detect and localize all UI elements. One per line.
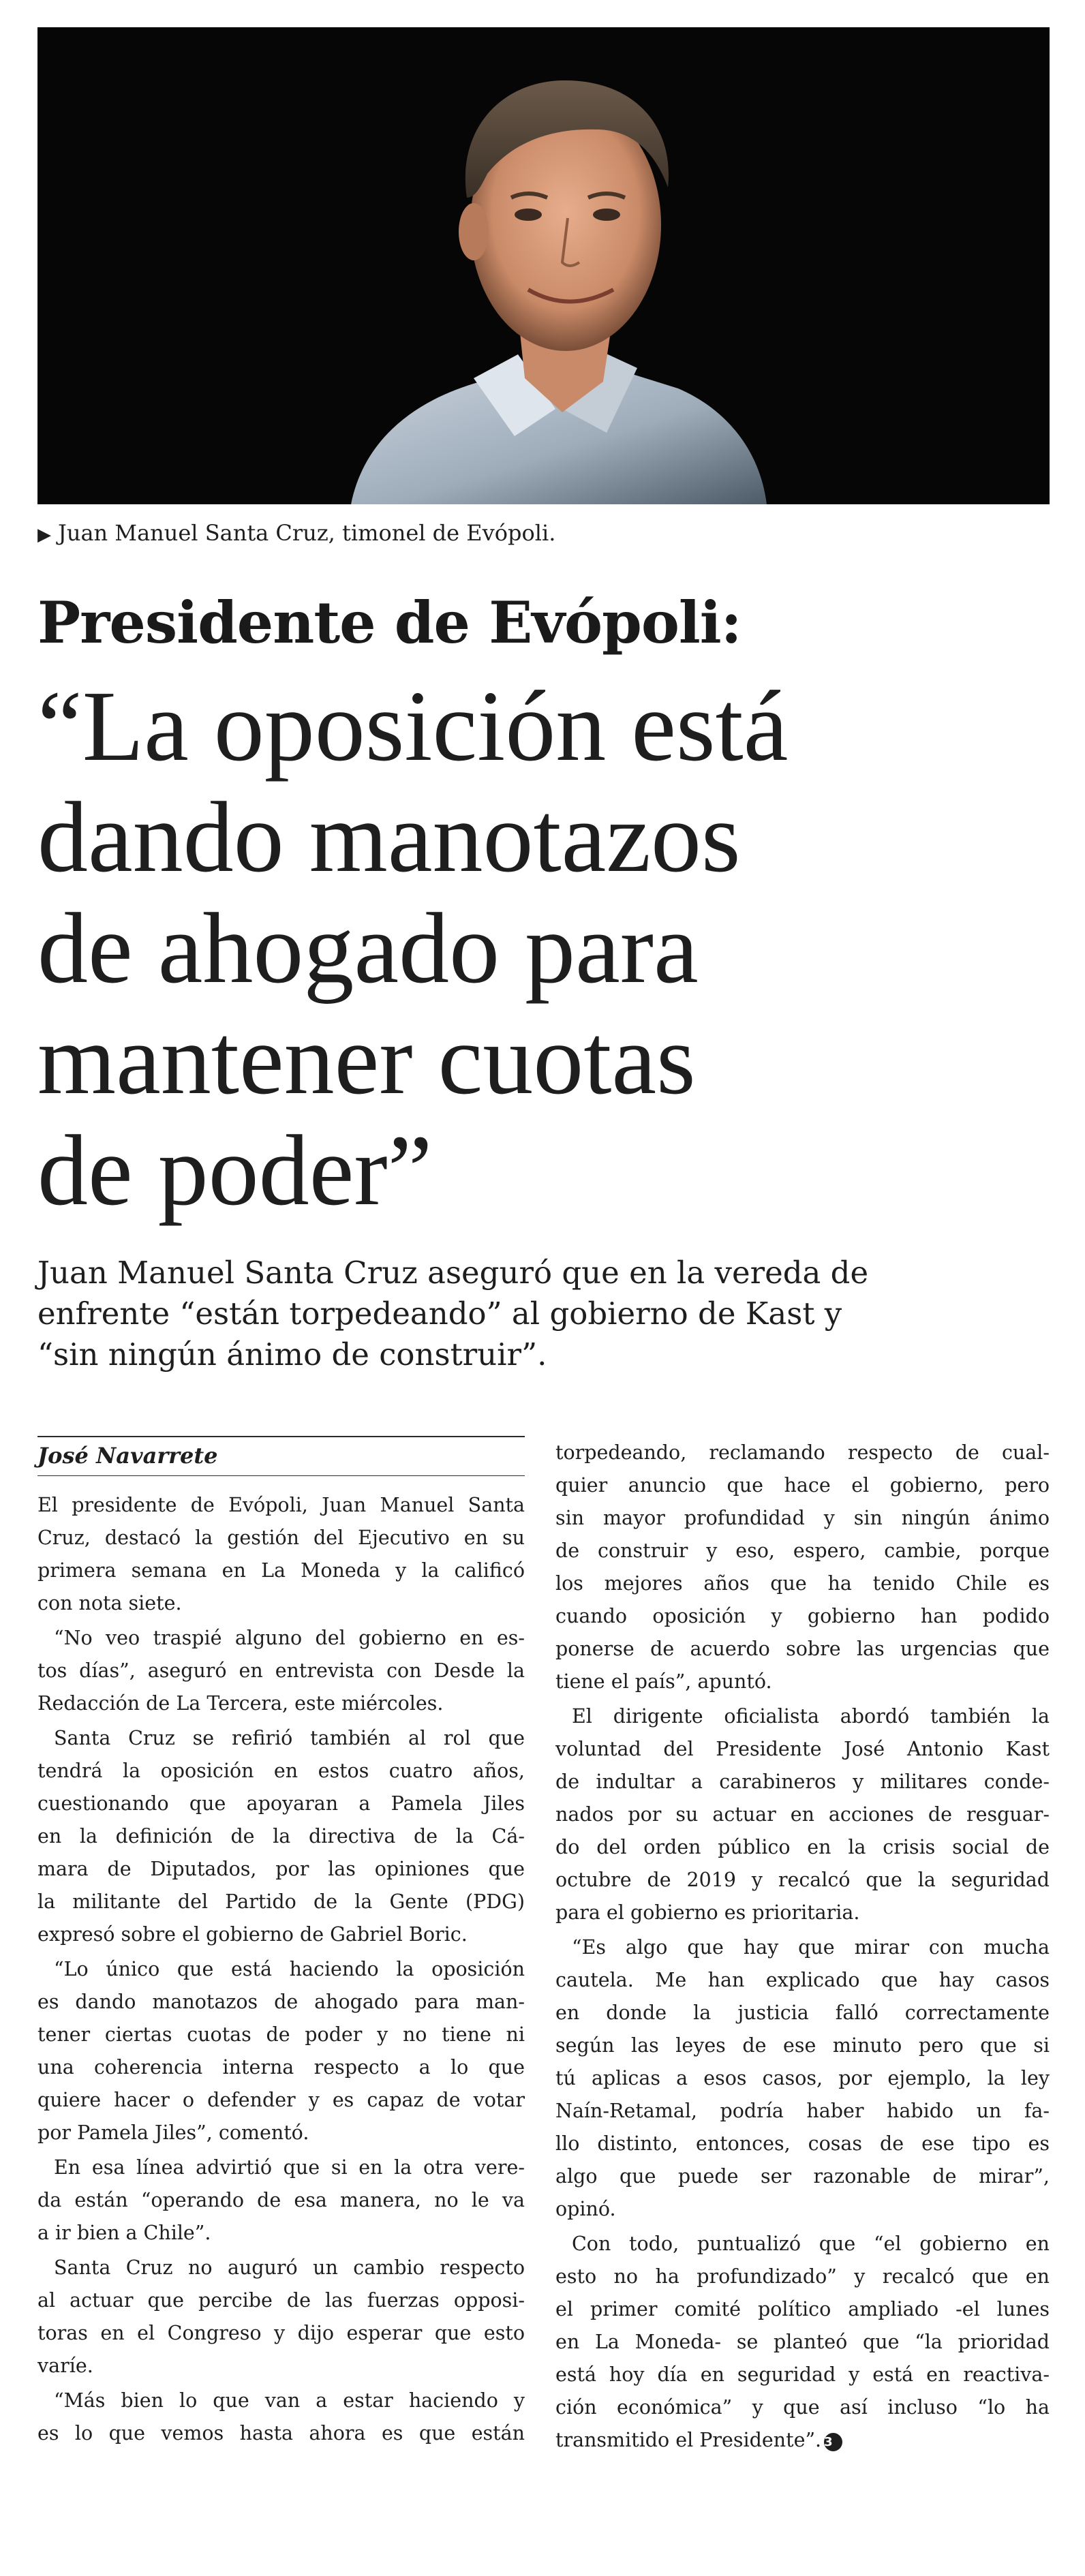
headline-line: dando manotazos bbox=[37, 782, 741, 893]
paragraph bbox=[37, 2252, 525, 2382]
paragraph bbox=[37, 2385, 525, 2450]
text-line: al actuar que percibe de las fuerzas opposi- bbox=[37, 2289, 525, 2312]
deck-line: Juan Manuel Santa Cruz aseguró que en la vereda de bbox=[37, 1255, 869, 1291]
text-line: “Lo único que está haciendo la oposición bbox=[54, 1958, 525, 1980]
text-line: ponerse de acuerdo sobre las urgencias que bbox=[555, 1638, 1050, 1660]
text-line: tos días”, aseguró en entrevista con Desde la bbox=[37, 1659, 525, 1682]
paragraph bbox=[37, 1953, 525, 2149]
text-line: tendrá la oposición en estos cuatro años, bbox=[37, 1760, 525, 1782]
text-line: según las leyes de ese minuto pero que si bbox=[555, 2034, 1050, 2057]
text-line: voluntad del Presidente José Antonio Kast bbox=[555, 1738, 1050, 1760]
photo-caption: ▶ Juan Manuel Santa Cruz, timonel de Evópoli. bbox=[37, 520, 556, 546]
paragraph bbox=[37, 1622, 525, 1720]
text-line: de construir y eso, espero, cambie, porque bbox=[555, 1539, 1050, 1562]
text-line: algo que puede ser razonable de mirar”, bbox=[555, 2165, 1050, 2188]
portrait-photo bbox=[37, 27, 1050, 504]
text-line: varíe. bbox=[37, 2355, 93, 2377]
text-line: los mejores años que ha tenido Chile es bbox=[555, 1572, 1050, 1595]
article-deck bbox=[37, 1253, 1060, 1375]
headline-line: de poder” bbox=[37, 1115, 433, 1227]
deck-line: “sin ningún ánimo de construir”. bbox=[37, 1336, 547, 1373]
paragraph bbox=[555, 1931, 1050, 2226]
text-line: la militante del Partido de la Gente (PDG) bbox=[37, 1890, 525, 1913]
article-kicker: Presidente de Evópoli: bbox=[37, 589, 742, 656]
text-line: Santa Cruz se refirió también al rol que bbox=[54, 1727, 525, 1749]
byline-rule-top bbox=[37, 1436, 525, 1437]
text-line: quier anuncio que hace el gobierno, pero bbox=[555, 1474, 1050, 1497]
headline-line: de ahogado para bbox=[37, 893, 699, 1005]
article-headline bbox=[37, 671, 1060, 1227]
paragraph bbox=[555, 2228, 1050, 2457]
caption-arrow-icon: ▶ bbox=[37, 525, 51, 545]
text-line: opinó. bbox=[555, 2198, 616, 2220]
text-line: a ir bien a Chile”. bbox=[37, 2222, 211, 2244]
text-line: de indultar a carabineros y militares conde- bbox=[555, 1770, 1050, 1793]
body-column-1 bbox=[37, 1489, 525, 2452]
headline-line: mantener cuotas bbox=[37, 1004, 696, 1116]
end-of-article-icon: 3 bbox=[824, 2433, 842, 2451]
text-line: toras en el Congreso y dijo esperar que esto bbox=[37, 2322, 525, 2344]
text-line: con nota siete. bbox=[37, 1592, 182, 1614]
text-line: El presidente de Evópoli, Juan Manuel Santa bbox=[37, 1494, 525, 1516]
body-column-2 bbox=[555, 1437, 1050, 2459]
text-line: es dando manotazos de ahogado para man- bbox=[37, 1991, 525, 2013]
text-line: en donde la justicia falló correctamente bbox=[555, 2002, 1050, 2024]
text-line: nados por su actuar en acciones de resguar- bbox=[555, 1803, 1050, 1826]
text-line: cuestionando que apoyaran a Pamela Jiles bbox=[37, 1792, 525, 1815]
text-line: en la definición de la directiva de la Cá- bbox=[37, 1825, 525, 1847]
paragraph bbox=[37, 2151, 525, 2250]
text-line: primera semana en La Moneda y la calificó bbox=[37, 1559, 525, 1582]
text-line: Con todo, puntualizó que “el gobierno en bbox=[572, 2233, 1050, 2255]
text-line: llo distinto, entonces, cosas de ese tipo es bbox=[555, 2132, 1050, 2155]
text-line: En esa línea advirtió que si en la otra vere- bbox=[54, 2156, 525, 2179]
byline: José Navarrete bbox=[37, 1443, 218, 1469]
paragraph bbox=[555, 1700, 1050, 1929]
text-line: el primer comité político ampliado -el lunes bbox=[555, 2298, 1050, 2320]
text-line: expresó sobre el gobierno de Gabriel Boric. bbox=[37, 1923, 468, 1946]
text-line: tener ciertas cuotas de poder y no tiene ni bbox=[37, 2023, 525, 2046]
text-line: cautela. Me han explicado que hay casos bbox=[555, 1969, 1050, 1991]
text-line: do del orden público en la crisis social de bbox=[555, 1836, 1050, 1858]
byline-rule-bottom bbox=[37, 1475, 525, 1476]
text-line: mara de Diputados, por las opiniones que bbox=[37, 1858, 525, 1880]
text-line: da están “operando de esa manera, no le va bbox=[37, 2189, 525, 2211]
text-line: Redacción de La Tercera, este miércoles. bbox=[37, 1692, 444, 1715]
text-line: en La Moneda- se planteó que “la prioridad bbox=[555, 2331, 1050, 2353]
text-line: torpedeando, reclamando respecto de cual- bbox=[555, 1441, 1050, 1464]
text-line: octubre de 2019 y recalcó que la seguridad bbox=[555, 1869, 1050, 1891]
text-line: El dirigente oficialista abordó también la bbox=[572, 1705, 1050, 1728]
text-line: quiere hacer o defender y es capaz de votar bbox=[37, 2089, 525, 2111]
text-line bbox=[555, 2424, 1050, 2457]
headline-line: “La oposición está bbox=[37, 671, 789, 782]
text-line: para el gobierno es prioritaria. bbox=[555, 1901, 860, 1924]
text-line: una coherencia interna respecto a lo que bbox=[37, 2056, 525, 2079]
text-line: Santa Cruz no auguró un cambio respecto bbox=[54, 2256, 525, 2279]
text-line: por Pamela Jiles”, comentó. bbox=[37, 2121, 309, 2144]
text-line: está hoy día en seguridad y está en reactiva- bbox=[555, 2363, 1050, 2386]
paragraph bbox=[37, 1722, 525, 1951]
portrait-illustration bbox=[37, 27, 1050, 504]
text-line: es lo que vemos hasta ahora es que están bbox=[37, 2422, 525, 2444]
text-line-content: transmitido el Presidente”. bbox=[555, 2429, 822, 2451]
text-line: “Más bien lo que van a estar haciendo y bbox=[54, 2389, 525, 2412]
text-line: Naín-Retamal, podría haber habido un fa- bbox=[555, 2100, 1050, 2122]
text-line: “Es algo que hay que mirar con mucha bbox=[572, 1936, 1050, 1959]
deck-line: enfrente “están torpedeando” al gobierno de Kast y bbox=[37, 1295, 842, 1332]
text-line: cuando oposición y gobierno han podido bbox=[555, 1605, 1050, 1627]
text-line: tú aplicas a esos casos, por ejemplo, la ley bbox=[555, 2067, 1050, 2089]
text-line: Cruz, destacó la gestión del Ejecutivo en su bbox=[37, 1527, 525, 1549]
text-line: esto no ha profundizado” y recalcó que en bbox=[555, 2265, 1050, 2288]
paragraph bbox=[555, 1437, 1050, 1698]
paragraph bbox=[37, 1489, 525, 1620]
text-line: ción económica” y que así incluso “lo ha bbox=[555, 2396, 1050, 2419]
text-line: “No veo traspié alguno del gobierno en es- bbox=[54, 1627, 525, 1649]
text-line: sin mayor profundidad y sin ningún ánimo bbox=[555, 1507, 1050, 1529]
text-line: tiene el país”, apuntó. bbox=[555, 1670, 772, 1693]
